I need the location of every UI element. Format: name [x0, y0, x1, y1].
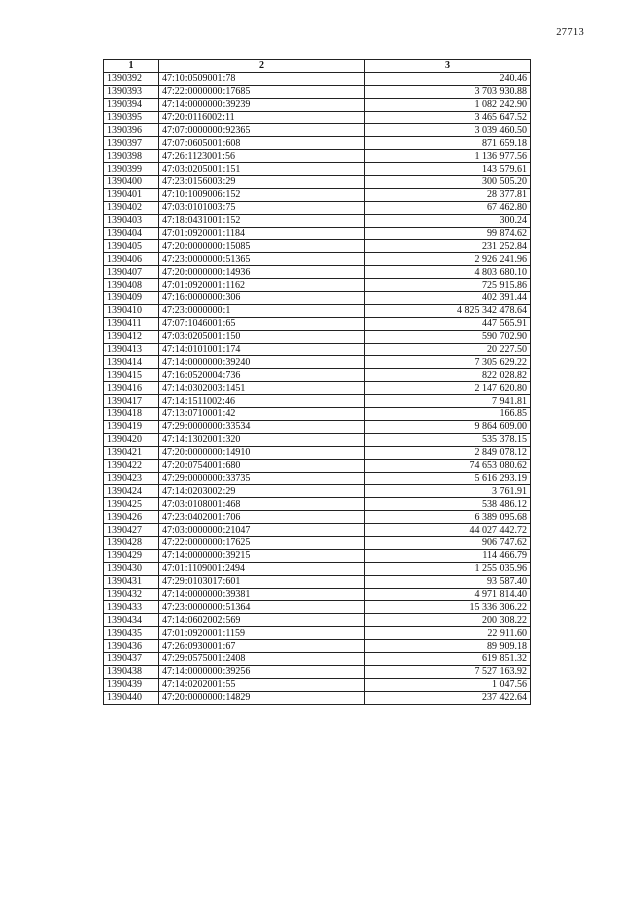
table-row: [104, 588, 531, 601]
table-row: [104, 304, 531, 317]
cadastral-number-cell: 47:10:1009006:152: [159, 188, 365, 201]
row-number-cell: 1390433: [104, 601, 159, 614]
table-row: [104, 627, 531, 640]
row-number-cell: 1390425: [104, 498, 159, 511]
row-number-cell: 1390392: [104, 72, 159, 85]
cadastral-number-cell: 47:03:0000000:21047: [159, 524, 365, 537]
cadastral-number-cell: 47:14:0203002:29: [159, 485, 365, 498]
row-number-cell: 1390403: [104, 214, 159, 227]
table-row: [104, 382, 531, 395]
value-cell: 538 486.12: [365, 498, 531, 511]
value-cell: 2 926 241.96: [365, 253, 531, 266]
value-cell: 2 147 620.80: [365, 382, 531, 395]
row-number-cell: 1390414: [104, 356, 159, 369]
row-number-cell: 1390397: [104, 137, 159, 150]
table-row: [104, 524, 531, 537]
table-row: [104, 614, 531, 627]
row-number-cell: 1390435: [104, 627, 159, 640]
table-row: [104, 72, 531, 85]
value-cell: 237 422.64: [365, 691, 531, 704]
row-number-cell: 1390421: [104, 446, 159, 459]
row-number-cell: 1390426: [104, 511, 159, 524]
table-row: [104, 292, 531, 305]
value-cell: 74 653 080.62: [365, 459, 531, 472]
cadastral-number-cell: 47:14:0101001:174: [159, 343, 365, 356]
row-number-cell: 1390405: [104, 240, 159, 253]
table-row: [104, 408, 531, 421]
value-cell: 3 761.91: [365, 485, 531, 498]
row-number-cell: 1390401: [104, 188, 159, 201]
page-number: 27713: [556, 27, 584, 38]
row-number-cell: 1390434: [104, 614, 159, 627]
value-cell: 535 378.15: [365, 433, 531, 446]
value-cell: 5 616 293.19: [365, 472, 531, 485]
value-cell: 28 377.81: [365, 188, 531, 201]
cadastral-number-cell: 47:14:0302003:1451: [159, 382, 365, 395]
table-row: [104, 652, 531, 665]
cadastral-number-cell: 47:23:0156003:29: [159, 176, 365, 189]
value-cell: 4 971 814.40: [365, 588, 531, 601]
value-cell: 447 565.91: [365, 317, 531, 330]
cadastral-number-cell: 47:20:0000000:14829: [159, 691, 365, 704]
cadastral-number-cell: 47:14:0000000:39381: [159, 588, 365, 601]
cadastral-number-cell: 47:03:0205001:151: [159, 163, 365, 176]
row-number-cell: 1390440: [104, 691, 159, 704]
cadastral-number-cell: 47:20:0000000:14910: [159, 446, 365, 459]
value-cell: 402 391.44: [365, 292, 531, 305]
table-row: [104, 420, 531, 433]
table-header: [104, 60, 531, 73]
value-cell: 906 747.62: [365, 536, 531, 549]
value-cell: 590 702.90: [365, 330, 531, 343]
header-row: [104, 60, 531, 73]
cadastral-number-cell: 47:20:0116002:11: [159, 111, 365, 124]
row-number-cell: 1390412: [104, 330, 159, 343]
table-row: [104, 691, 531, 704]
column-header-1: 1: [104, 60, 159, 73]
value-cell: 166.85: [365, 408, 531, 421]
row-number-cell: 1390439: [104, 678, 159, 691]
registry-table: [103, 59, 531, 705]
value-cell: 143 579.61: [365, 163, 531, 176]
value-cell: 240.46: [365, 72, 531, 85]
cadastral-number-cell: 47:20:0754001:680: [159, 459, 365, 472]
row-number-cell: 1390424: [104, 485, 159, 498]
value-cell: 300.24: [365, 214, 531, 227]
table-row: [104, 111, 531, 124]
cadastral-number-cell: 47:03:0108001:468: [159, 498, 365, 511]
cadastral-number-cell: 47:03:0205001:150: [159, 330, 365, 343]
value-cell: 3 465 647.52: [365, 111, 531, 124]
row-number-cell: 1390399: [104, 163, 159, 176]
table-row: [104, 536, 531, 549]
cadastral-number-cell: 47:13:0710001:42: [159, 408, 365, 421]
row-number-cell: 1390413: [104, 343, 159, 356]
row-number-cell: 1390417: [104, 395, 159, 408]
table-row: [104, 640, 531, 653]
row-number-cell: 1390422: [104, 459, 159, 472]
row-number-cell: 1390436: [104, 640, 159, 653]
row-number-cell: 1390427: [104, 524, 159, 537]
cadastral-number-cell: 47:29:0575001:2408: [159, 652, 365, 665]
value-cell: 22 911.60: [365, 627, 531, 640]
cadastral-number-cell: 47:01:0920001:1159: [159, 627, 365, 640]
cadastral-number-cell: 47:18:0431001:152: [159, 214, 365, 227]
value-cell: 871 659.18: [365, 137, 531, 150]
cadastral-number-cell: 47:23:0402001:706: [159, 511, 365, 524]
row-number-cell: 1390398: [104, 150, 159, 163]
cadastral-number-cell: 47:29:0000000:33534: [159, 420, 365, 433]
row-number-cell: 1390402: [104, 201, 159, 214]
value-cell: 114 466.79: [365, 549, 531, 562]
row-number-cell: 1390407: [104, 266, 159, 279]
value-cell: 9 864 609.00: [365, 420, 531, 433]
cadastral-number-cell: 47:03:0101003:75: [159, 201, 365, 214]
cadastral-number-cell: 47:14:0000000:39256: [159, 665, 365, 678]
table-row: [104, 240, 531, 253]
cadastral-number-cell: 47:07:0605001:608: [159, 137, 365, 150]
row-number-cell: 1390393: [104, 85, 159, 98]
table-row: [104, 330, 531, 343]
cadastral-number-cell: 47:14:0602002:569: [159, 614, 365, 627]
value-cell: 20 227.50: [365, 343, 531, 356]
cadastral-number-cell: 47:26:0930001:67: [159, 640, 365, 653]
cadastral-number-cell: 47:01:1109001:2494: [159, 562, 365, 575]
cadastral-number-cell: 47:20:0000000:15085: [159, 240, 365, 253]
cadastral-number-cell: 47:14:0000000:39239: [159, 98, 365, 111]
value-cell: 7 941.81: [365, 395, 531, 408]
table-row: [104, 665, 531, 678]
row-number-cell: 1390394: [104, 98, 159, 111]
cadastral-number-cell: 47:23:0000000:51365: [159, 253, 365, 266]
cadastral-number-cell: 47:22:0000000:17625: [159, 536, 365, 549]
value-cell: 15 336 306.22: [365, 601, 531, 614]
table-row: [104, 369, 531, 382]
table-row: [104, 214, 531, 227]
table-row: [104, 124, 531, 137]
row-number-cell: 1390409: [104, 292, 159, 305]
value-cell: 4 825 342 478.64: [365, 304, 531, 317]
table-body: [104, 72, 531, 704]
value-cell: 4 803 680.10: [365, 266, 531, 279]
value-cell: 619 851.32: [365, 652, 531, 665]
value-cell: 231 252.84: [365, 240, 531, 253]
row-number-cell: 1390419: [104, 420, 159, 433]
cadastral-number-cell: 47:14:1302001:320: [159, 433, 365, 446]
cadastral-number-cell: 47:20:0000000:14936: [159, 266, 365, 279]
table-row: [104, 266, 531, 279]
value-cell: 1 047.56: [365, 678, 531, 691]
cadastral-number-cell: 47:29:0000000:33735: [159, 472, 365, 485]
cadastral-number-cell: 47:22:0000000:17685: [159, 85, 365, 98]
cadastral-number-cell: 47:16:0000000:306: [159, 292, 365, 305]
table-row: [104, 201, 531, 214]
cadastral-number-cell: 47:01:0920001:1162: [159, 279, 365, 292]
row-number-cell: 1390410: [104, 304, 159, 317]
row-number-cell: 1390416: [104, 382, 159, 395]
value-cell: 822 028.82: [365, 369, 531, 382]
table-row: [104, 498, 531, 511]
row-number-cell: 1390437: [104, 652, 159, 665]
row-number-cell: 1390408: [104, 279, 159, 292]
cadastral-number-cell: 47:07:1046001:65: [159, 317, 365, 330]
table-row: [104, 562, 531, 575]
cadastral-number-cell: 47:23:0000000:51364: [159, 601, 365, 614]
cadastral-number-cell: 47:01:0920001:1184: [159, 227, 365, 240]
row-number-cell: 1390432: [104, 588, 159, 601]
value-cell: 725 915.86: [365, 279, 531, 292]
table-row: [104, 227, 531, 240]
table-row: [104, 85, 531, 98]
row-number-cell: 1390431: [104, 575, 159, 588]
column-header-3: 3: [365, 60, 531, 73]
cadastral-number-cell: 47:26:1123001:56: [159, 150, 365, 163]
table-row: [104, 279, 531, 292]
table-row: [104, 188, 531, 201]
value-cell: 93 587.40: [365, 575, 531, 588]
value-cell: 99 874.62: [365, 227, 531, 240]
row-number-cell: 1390429: [104, 549, 159, 562]
cadastral-number-cell: 47:14:1511002:46: [159, 395, 365, 408]
table-row: [104, 343, 531, 356]
value-cell: 67 462.80: [365, 201, 531, 214]
row-number-cell: 1390430: [104, 562, 159, 575]
value-cell: 89 909.18: [365, 640, 531, 653]
row-number-cell: 1390406: [104, 253, 159, 266]
table-row: [104, 137, 531, 150]
table-row: [104, 395, 531, 408]
table-row: [104, 253, 531, 266]
cadastral-number-cell: 47:07:0000000:92365: [159, 124, 365, 137]
row-number-cell: 1390418: [104, 408, 159, 421]
table-row: [104, 356, 531, 369]
row-number-cell: 1390395: [104, 111, 159, 124]
cadastral-number-cell: 47:29:0103017:601: [159, 575, 365, 588]
value-cell: 44 027 442.72: [365, 524, 531, 537]
value-cell: 7 527 163.92: [365, 665, 531, 678]
cadastral-number-cell: 47:16:0520004:736: [159, 369, 365, 382]
row-number-cell: 1390420: [104, 433, 159, 446]
table-row: [104, 678, 531, 691]
table-row: [104, 549, 531, 562]
cadastral-number-cell: 47:10:0509001:78: [159, 72, 365, 85]
cadastral-number-cell: 47:14:0202001:55: [159, 678, 365, 691]
row-number-cell: 1390411: [104, 317, 159, 330]
value-cell: 200 308.22: [365, 614, 531, 627]
value-cell: 2 849 078.12: [365, 446, 531, 459]
value-cell: 6 389 095.68: [365, 511, 531, 524]
row-number-cell: 1390400: [104, 176, 159, 189]
table-row: [104, 575, 531, 588]
table-row: [104, 511, 531, 524]
table-row: [104, 459, 531, 472]
cadastral-number-cell: 47:23:0000000:1: [159, 304, 365, 317]
table-row: [104, 150, 531, 163]
table-row: [104, 601, 531, 614]
row-number-cell: 1390428: [104, 536, 159, 549]
value-cell: 1 136 977.56: [365, 150, 531, 163]
table-row: [104, 163, 531, 176]
row-number-cell: 1390415: [104, 369, 159, 382]
value-cell: 3 703 930.88: [365, 85, 531, 98]
table-row: [104, 485, 531, 498]
row-number-cell: 1390396: [104, 124, 159, 137]
table-row: [104, 446, 531, 459]
value-cell: 300 505.20: [365, 176, 531, 189]
table-row: [104, 176, 531, 189]
value-cell: 1 255 035.96: [365, 562, 531, 575]
row-number-cell: 1390404: [104, 227, 159, 240]
table-row: [104, 472, 531, 485]
row-number-cell: 1390423: [104, 472, 159, 485]
cadastral-number-cell: 47:14:0000000:39215: [159, 549, 365, 562]
table-row: [104, 98, 531, 111]
table-row: [104, 433, 531, 446]
cadastral-number-cell: 47:14:0000000:39240: [159, 356, 365, 369]
row-number-cell: 1390438: [104, 665, 159, 678]
value-cell: 3 039 460.50: [365, 124, 531, 137]
value-cell: 1 082 242.90: [365, 98, 531, 111]
value-cell: 7 305 629.22: [365, 356, 531, 369]
column-header-2: 2: [159, 60, 365, 73]
table-row: [104, 317, 531, 330]
